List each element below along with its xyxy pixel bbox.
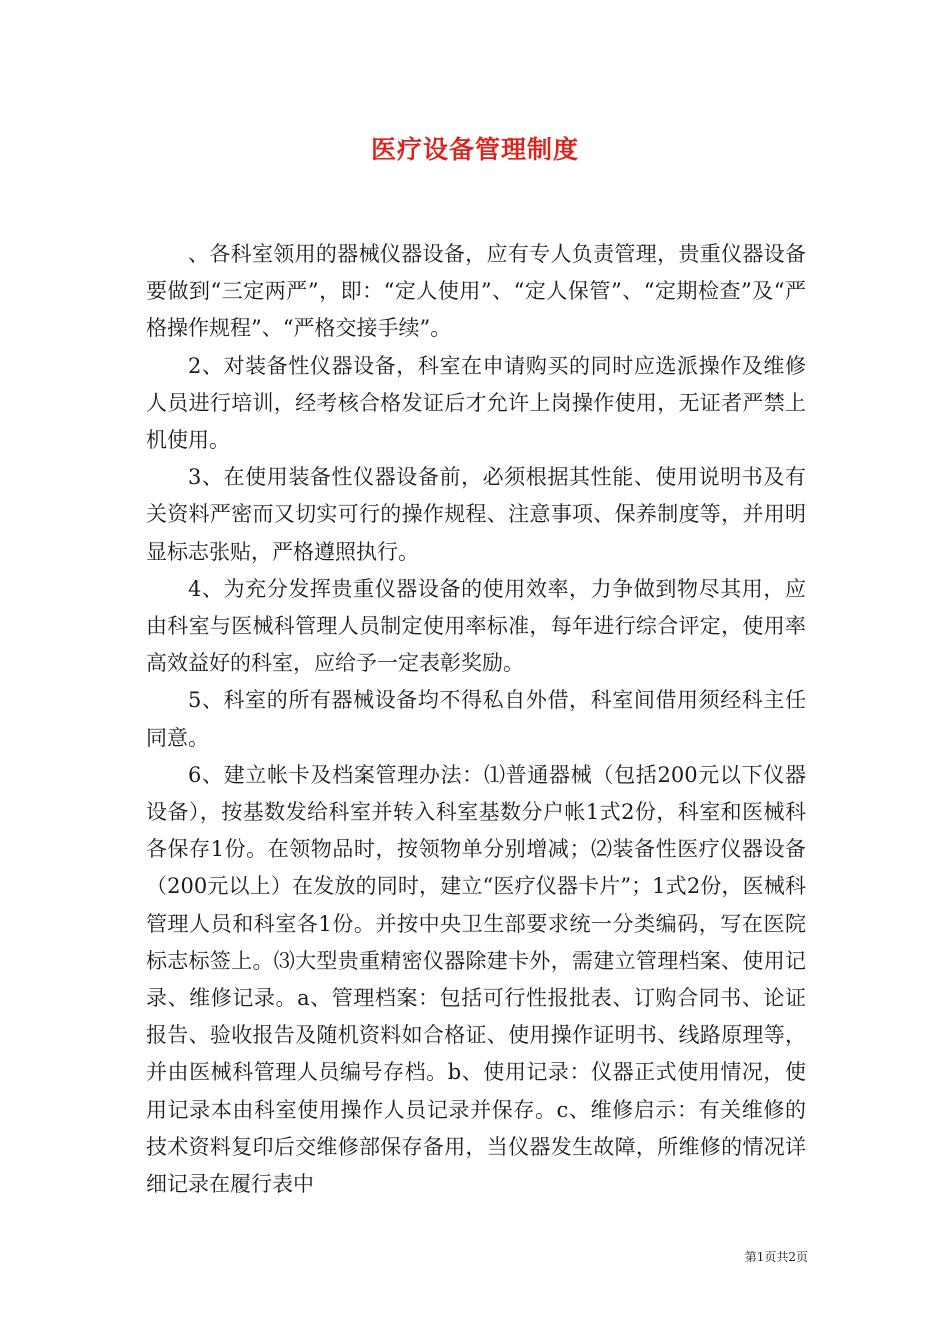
page-number: 第1页共2页 <box>744 1250 808 1264</box>
paragraph-4: 4、为充分发挥贵重仪器设备的使用效率，力争做到物尽其用，应由科室与医械科管理人员制定使用率标准，每年进行综合评定，使用率高效益好的科室，应给予一定表彰奖励。 <box>146 576 806 676</box>
paragraph-5: 5、科室的所有器械设备均不得私自外借，科室间借用须经科主任同意。 <box>146 688 806 750</box>
document-title: 医疗设备管理制度 <box>370 135 579 164</box>
paragraph-1: 、各科室领用的器械仪器设备，应有专人负责管理，贵重仪器设备要做到“三定两严”，即：“定人使用”、“定人保管”、“定期检查”及“严格操作规程”、“严格交接手续”。 <box>146 242 806 341</box>
paragraph-2: 2、对装备性仪器设备，科室在申请购买的同时应选派操作及维修人员进行培训，经考核合格发证后才允许上岗操作使用，无证者严禁上机使用。 <box>146 353 806 453</box>
paragraph-6: 6、建立帐卡及档案管理办法：⑴普通器械（包括200元以下仪器设备），按基数发给科室并转入科室基数分户帐1式2份，科室和医械科各保存1份。在领物品时，按领物单分别增减；⑵装备性医疗仪器设备（200元以上）在发放的同时，建立“医疗仪器卡片”；1式2份，医械科管理人员和科室各1份。并按中央卫生部要求统一分类编码，写在医院标志标签上。⑶大型贵重精密仪器除建卡外，需建立管理档案、使用记录、维修记录。a、管理档案：包括可行性报批表、订购合同书、论证报告、验收报告及随机资料如合格证、使用操作证明书、线路原理等，并由医械科管理人员编号存档。b、使用记录：仪器正式使用情况，使用记录本由科室使用操作人员记录并保存。c、维修启示：有关维修的技术资料复印后交维修部保存备用，当仪器发生故障，所维修的情况详细记录在履行表中 <box>146 762 806 1197</box>
document-body <box>146 236 806 1203</box>
paragraph-3: 3、在使用装备性仪器设备前，必须根据其性能、使用说明书及有关资料严密而又切实可行的操作规程、注意事项、保养制度等，并用明显标志张贴，严格遵照执行。 <box>146 465 806 564</box>
